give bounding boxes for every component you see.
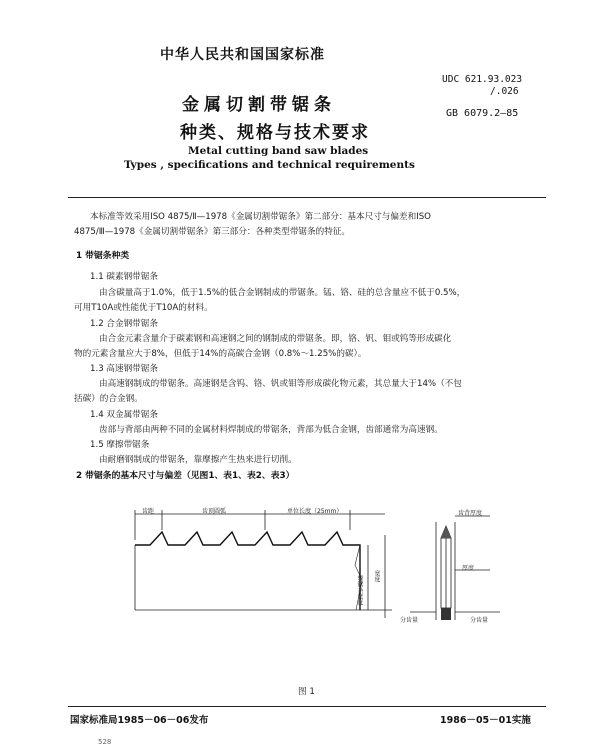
band-saw-profile-diagram	[0, 490, 600, 690]
header-divider	[68, 197, 546, 198]
section-1-3-line1: 由高速钢制成的带锯条。高速钢是含钨、铬、钒或钼等形成碳化物元素，其总量大于14%（不包	[99, 379, 462, 389]
intro-line1: 本标准等效采用ISO 4875/Ⅱ—1978《金属切割带锯条》第二部分：基本尺寸与偏差和ISO	[90, 212, 431, 222]
section-1-2-title: 1.2 合金钢带锯条	[90, 319, 158, 329]
section-1-1-line1: 由含碳量高于1.0%，低于1.5%的低合金钢制成的带锯条。锰、铬、硅的总含量应不低于0.5%，	[99, 288, 466, 298]
footer-divider	[68, 706, 546, 707]
section-1-5-title: 1.5 摩擦带锯条	[90, 440, 150, 450]
page-number: 528	[98, 738, 112, 746]
section-2-heading: 2 带锯条的基本尺寸与偏差（见图1、表1、表2、表3）	[76, 471, 295, 481]
section-1-heading: 1 带锯条种类	[76, 251, 130, 261]
section-1-1-line2: 可用T10A或性能优于T10A的材料。	[74, 303, 213, 313]
label-width: 宽度	[373, 570, 380, 582]
section-1-1-title: 1.1 碳素钢带锯条	[90, 272, 158, 282]
country-standard-heading: 中华人民共和国国家标准	[160, 47, 325, 63]
section-1-3-line2: 括碳）的合金钢。	[74, 394, 143, 404]
section-1-3-title: 1.3 高速钢带锯条	[90, 364, 158, 374]
section-1-2-line1: 由合金元素含量介于碳素钢和高速钢之间的钢制成的带锯条。即，铬、钒、钼或钨等形成碳化	[99, 334, 452, 344]
label-thickness: 厚度	[462, 565, 475, 572]
label-set-right: 分齿量	[470, 617, 489, 624]
title-english-line2: Types , specifications and technical requirements	[124, 159, 415, 171]
label-back-thickness: 齿背厚度	[458, 510, 483, 517]
label-tooth-arc: 齿顶圆弧	[202, 508, 227, 515]
label-set-left: 分齿量	[400, 617, 419, 624]
label-tooth-pitch: 齿距	[142, 508, 155, 515]
title-chinese-line2: 种类、规格与技术要求	[180, 123, 370, 143]
udc-code-suffix: /.026	[490, 86, 519, 97]
label-unit-length: 单位长度（25mm）	[287, 508, 343, 515]
figure-caption: 图 1	[298, 687, 315, 697]
label-blade-width: 带锯条宽度	[356, 575, 363, 605]
section-1-2-line2: 物的元素含量应大于8%，但低于14%的高碳合金钢（0.8%～1.25%的碳）。	[74, 349, 367, 359]
section-1-4-line1: 齿部与背部由两种不同的金属材料焊制成的带锯条，背部为低合金钢，齿部通常为高速钢。	[99, 425, 443, 435]
issued-date: 国家标准局1985－06－06发布	[70, 715, 209, 726]
section-1-5-line1: 由耐磨钢制成的带锯条，靠摩擦产生热来进行切削。	[99, 455, 297, 465]
title-english-line1: Metal cutting band saw blades	[188, 145, 369, 157]
udc-code: UDC 621.93.023	[442, 74, 523, 85]
intro-line2: 4875/Ⅲ—1978《金属切割带锯条》第三部分：各种类型带锯条的特征。	[74, 227, 350, 237]
tooth-profile	[135, 532, 360, 610]
effective-date: 1986－05－01实施	[440, 715, 531, 726]
gb-number: GB 6079.2—85	[446, 108, 519, 119]
title-chinese-line1: 金属切割带锯条	[182, 95, 336, 115]
section-1-4-title: 1.4 双金属带锯条	[90, 410, 158, 420]
